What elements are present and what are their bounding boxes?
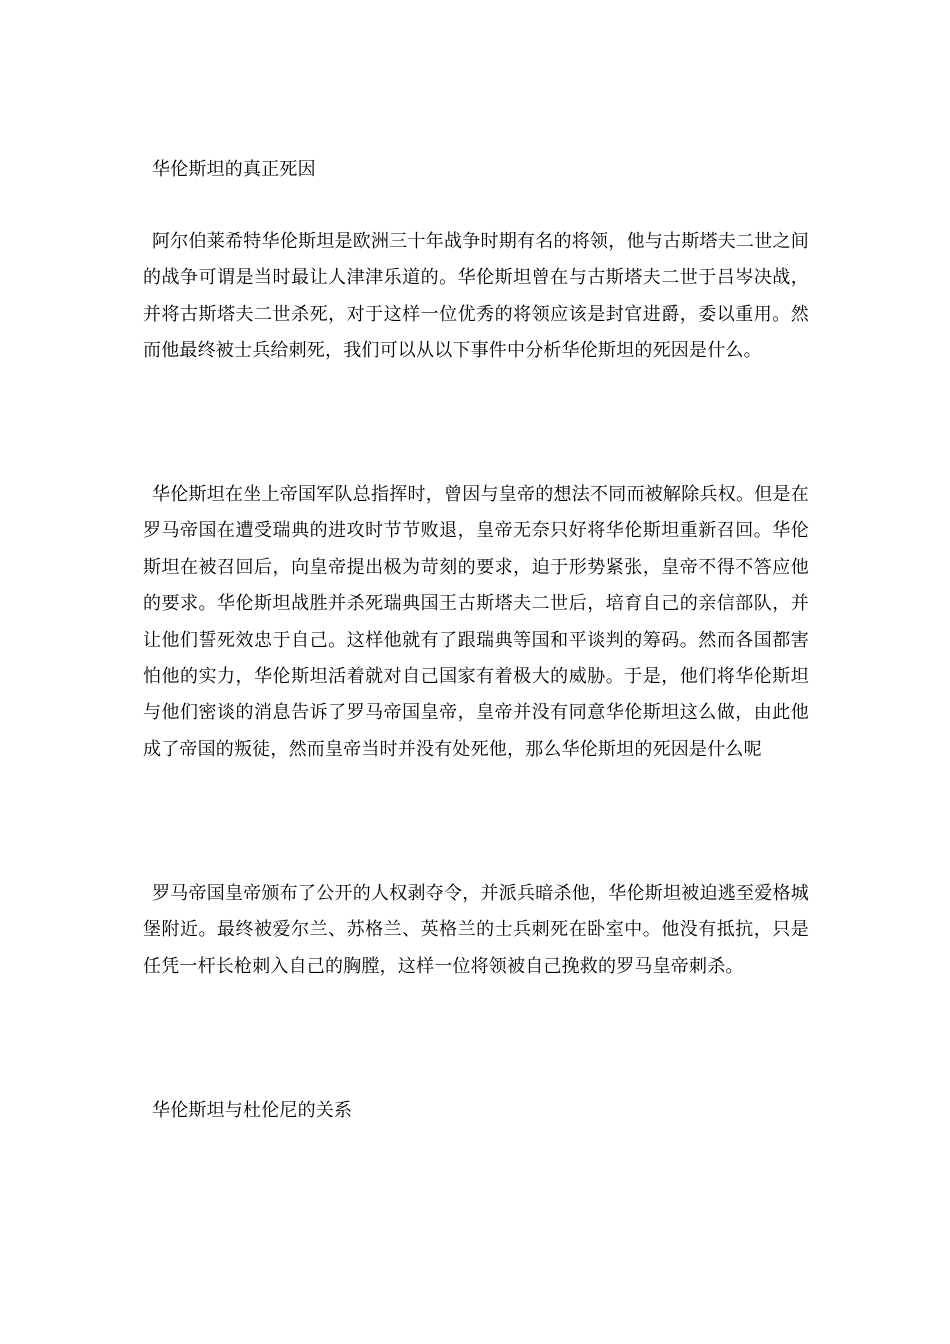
section-heading-true-cause-of-death: 华伦斯坦的真正死因 [152, 159, 316, 180]
section-heading-relationship: 华伦斯坦与杜伦尼的关系 [152, 1100, 353, 1121]
paragraph-assassination: 罗马帝国皇帝颁布了公开的人权剥夺令，并派兵暗杀他，华伦斯坦被迫逃至爱格城堡附近。最终被爱尔兰、苏格兰、英格兰的士兵刺死在卧室中。他没有抵抗，只是任凭一杆长枪刺入自己的胸膛，这样一位将领被自己挽救的罗马皇帝刺杀。 [143, 883, 809, 977]
paragraph-dismissal-and-recall: 华伦斯坦在坐上帝国军队总指挥时，曾因与皇帝的想法不同而被解除兵权。但是在罗马帝国在遭受瑞典的进攻时节节败退，皇帝无奈只好将华伦斯坦重新召回。华伦斯坦在被召回后，向皇帝提出极为苛刻的要求，迫于形势紧张，皇帝不得不答应他的要求。华伦斯坦战胜并杀死瑞典国王古斯塔夫二世后，培育自己的亲信部队，并让他们誓死效忠于自己。这样他就有了跟瑞典等国和平谈判的筹码。然而各国都害怕他的实力，华伦斯坦活着就对自己国家有着极大的威胁。于是，他们将华伦斯坦与他们密谈的消息告诉了罗马帝国皇帝，皇帝并没有同意华伦斯坦这么做，由此他成了帝国的叛徒，然而皇帝当时并没有处死他，那么华伦斯坦的死因是什么呢 [143, 484, 809, 760]
paragraph-introduction: 阿尔伯莱希特华伦斯坦是欧洲三十年战争时期有名的将领，他与古斯塔夫二世之间的战争可谓是当时最让人津津乐道的。华伦斯坦曾在与古斯塔夫二世于吕岑决战，并将古斯塔夫二世杀死，对于这样一位优秀的将领应该是封官进爵，委以重用。然而他最终被士兵给刺死，我们可以从以下事件中分析华伦斯坦的死因是什么。 [143, 231, 809, 362]
